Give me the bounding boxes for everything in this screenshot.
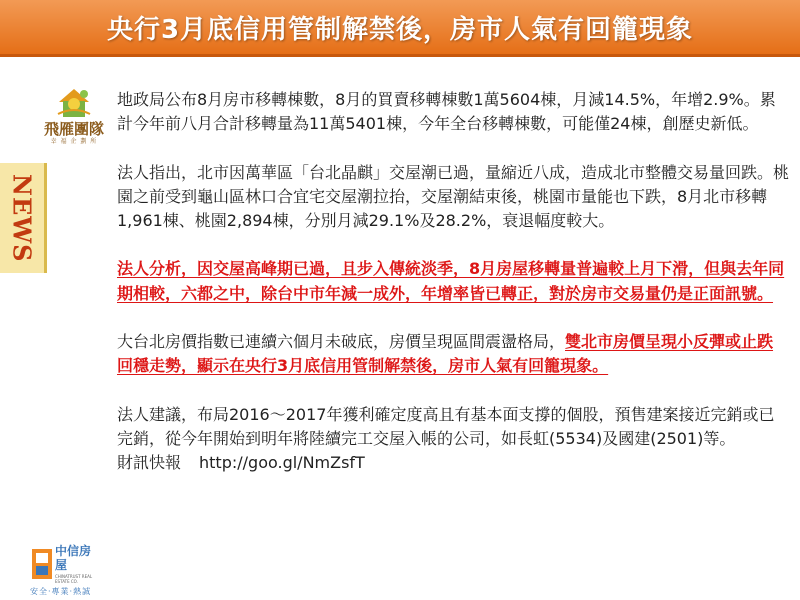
paragraph-analysis: 法人分析，因交屋高峰期已過，且步入傳統淡季，8月房屋移轉量普遍較上月下滑，但與去年同期相較，六都之中，除台中市年減一成外，年增率皆已轉正，對於房市交易量仍是正面訊號。 bbox=[117, 259, 785, 303]
recommendation-text: 法人建議，布局2016～2017年獲利確定度高且有基本面支撐的個股，預售建案接近完銷或已完銷，從今年開始到明年將陸續完工交屋入帳的公司，如長虹(5534)及國建(2501)等。 bbox=[117, 404, 775, 448]
price-index-text: 大台北房價指數已連續六個月未破底，房價呈現區間震盪格局， bbox=[117, 332, 566, 352]
page-title: 央行3月底信用管制解禁後，房市人氣有回籠現象 bbox=[106, 14, 694, 45]
source-label: 財訊快報 bbox=[117, 453, 182, 473]
source-line bbox=[117, 451, 789, 475]
news-tab bbox=[0, 163, 47, 273]
brand-logo-bottom bbox=[30, 544, 100, 598]
company-name: 中信房屋 bbox=[55, 544, 92, 572]
company-logo-icon bbox=[30, 547, 54, 581]
brand-logo-top bbox=[44, 84, 104, 154]
news-label: NEWS bbox=[7, 173, 37, 263]
company-slogan: 安全‧專業‧熱誠 bbox=[30, 587, 92, 596]
brand-tagline: 幸 福 企 劃 所 bbox=[50, 138, 98, 145]
price-index-highlight: 雙北市房價呈現小反彈或止跌回穩走勢，顯示在央行3月底信用管制解禁後，房市人氣有回籠現象。 bbox=[117, 332, 774, 376]
company-name-en: CHINATRUST REAL ESTATE CO. bbox=[55, 574, 93, 584]
paragraph-transfer-stats: 地政局公布8月房市移轉棟數，8月的買賣移轉棟數1萬5604棟，月減14.5%，年增2.9%。累計今年前八月合計移轉量為11萬5401棟，今年全台移轉棟數，可能僅24棟，創歷史新低。 bbox=[117, 90, 776, 134]
source-link[interactable]: http://goo.gl/NmZsfT bbox=[199, 453, 365, 473]
article-body bbox=[117, 88, 789, 476]
paragraph-taipei-taoyuan: 法人指出，北市因萬華區「台北晶麒」交屋潮已過，量縮近八成，造成北市整體交易量回跌。桃園之前受到龜山區林口合宜宅交屋潮拉抬，交屋潮結束後，桃園市量能也下跌，8月北市移轉1,961棟、桃園2,894棟，分別月減29.1%及28.2%，衰退幅度較大。 bbox=[117, 162, 790, 231]
page-header bbox=[0, 0, 800, 57]
paragraph-recommendation bbox=[117, 403, 789, 476]
paragraph-price-index bbox=[117, 330, 789, 379]
house-logo-icon bbox=[53, 84, 95, 120]
brand-name: 飛雁團隊 bbox=[44, 120, 105, 138]
